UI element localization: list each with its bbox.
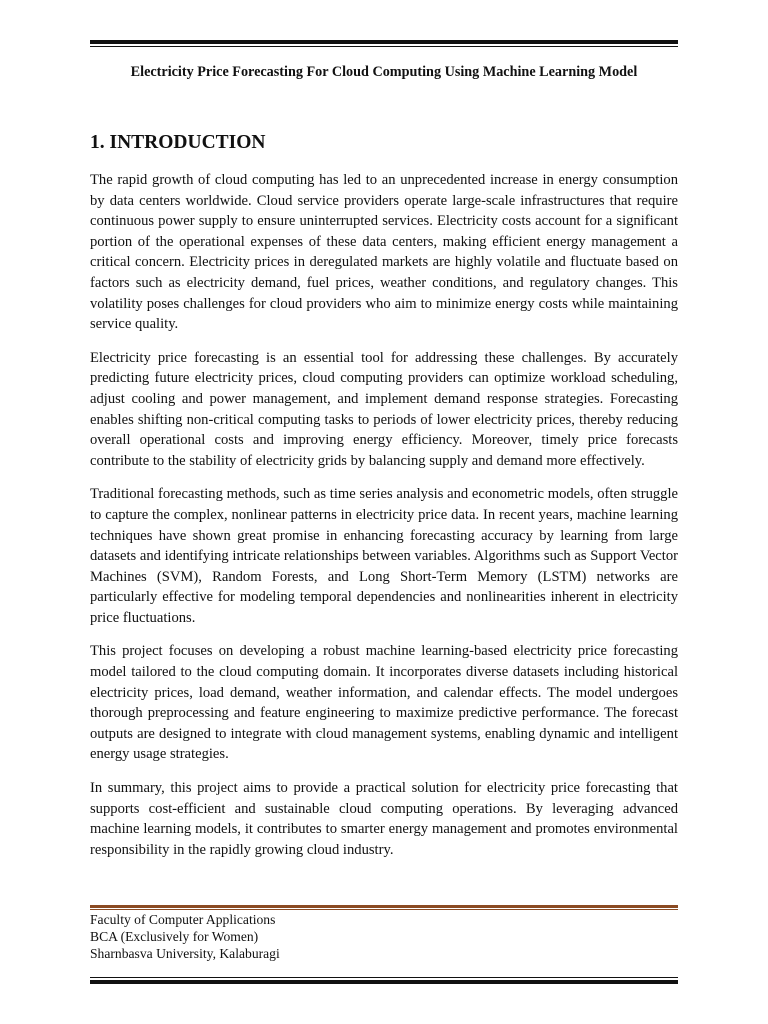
paragraph: Electricity price forecasting is an essential tool for addressing these challenges. By accurately predicting future electricity prices, cloud computing providers can optimize workload scheduling, adjust cooling and power management, and implement demand response strategies. Forecasting enables shifting non-critical computing tasks to periods of lower electricity prices, thereby reducing overall operational costs and improving energy efficiency. Moreover, timely price forecasts contribute to the stability of electricity grids by balancing supply and demand more effectively. bbox=[90, 349, 678, 469]
header-rule-thin bbox=[90, 46, 678, 47]
section-heading: 1. INTRODUCTION bbox=[90, 132, 266, 153]
document-page bbox=[90, 0, 678, 1024]
paragraph: Traditional forecasting methods, such as time series analysis and econometric models, often struggle to capture the complex, nonlinear patterns in electricity price data. In recent years, machine learning techniques have shown great promise in enhancing forecasting accuracy by learning from large datasets and identifying intricate relationships between variables. Algorithms such as Support Vector Machines (SVM), Random Forests, and Long Short-Term Memory (LSTM) networks are particularly effective for modeling temporal dependencies and nonlinearities inherent in electricity price fluctuations. bbox=[90, 486, 678, 626]
footer-faculty: Faculty of Computer Applications bbox=[90, 912, 276, 927]
paragraph: The rapid growth of cloud computing has led to an unprecedented increase in energy consumption by data centers worldwide. Cloud service providers operate large-scale infrastructures that require continuous power supply to ensure uninterrupted services. Electricity costs account for a significant portion of the operational expenses of these data centers, making efficient energy management a critical concern. Electricity prices in deregulated markets are highly volatile and fluctuate based on factors such as electricity demand, fuel prices, weather conditions, and regulatory changes. This volatility poses challenges for cloud providers who aim to minimize energy costs while maintaining service quality. bbox=[90, 172, 678, 333]
running-title: Electricity Price Forecasting For Cloud Computing Using Machine Learning Model bbox=[130, 64, 638, 80]
footer-rule-thick bbox=[90, 905, 678, 908]
paragraph: In summary, this project aims to provide a practical solution for electricity price forecasting that supports cost-efficient and sustainable cloud computing operations. By leveraging advanced machine learning models, it contributes to smarter energy management and promotes environmental responsibility in the rapidly growing cloud industry. bbox=[90, 780, 678, 858]
paragraph: This project focuses on developing a robust machine learning-based electricity price forecasting model tailored to the cloud computing domain. It incorporates diverse datasets including historical electricity prices, load demand, weather information, and calendar effects. The model undergoes thorough preprocessing and feature engineering to maximize predictive performance. The forecast outputs are designed to integrate with cloud management systems, enabling dynamic and intelligent energy usage strategies. bbox=[90, 643, 678, 763]
footer-university: Sharnbasva University, Kalaburagi bbox=[90, 946, 280, 961]
page-footer bbox=[90, 911, 678, 962]
footer-program: BCA (Exclusively for Women) bbox=[90, 929, 259, 944]
bottom-rule-thick bbox=[90, 980, 678, 984]
body-text bbox=[90, 170, 678, 873]
header-rule-thick bbox=[90, 40, 678, 44]
bottom-rule-thin bbox=[90, 977, 678, 978]
footer-rule-thin bbox=[90, 909, 678, 910]
